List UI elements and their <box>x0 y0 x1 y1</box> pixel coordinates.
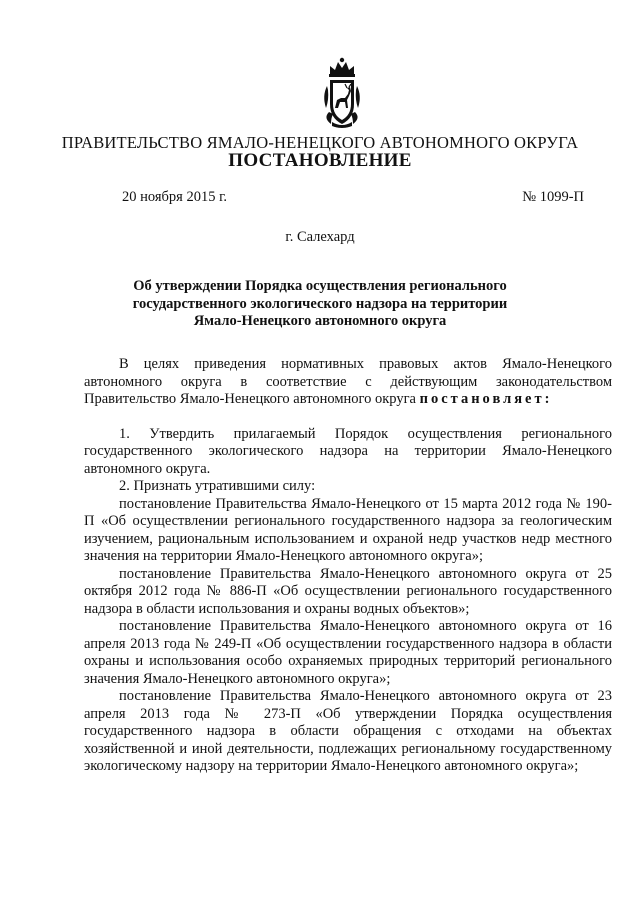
repealed-act-paragraph: постановление Правительства Ямало-Ненецкого автономного округа от 23 апреля 2013 года № 273-П «Об утверждении Порядка осуществления государственного надзора в области обращения с отходами на объектах хозяйственной и иной деятельности, подлежащих региональному государственному экологическому надзору на территории Ямало-Ненецкого автономного округа»; <box>84 688 612 774</box>
subject-line: Ямало-Ненецкого автономного округа <box>193 313 447 329</box>
preamble-paragraph <box>84 356 612 409</box>
document-date: 20 ноября 2015 г. <box>122 189 228 205</box>
document-body <box>84 356 612 776</box>
document-city: г. Салехард <box>285 229 355 245</box>
repealed-act-paragraph: постановление Правительства Ямало-Ненецкого автономного округа от 25 октября 2012 года № 886-П «Об осуществлении регионального государственного надзора в области использования и охраны водных объектов»; <box>84 565 612 617</box>
preamble-text: В целях приведения нормативных правовых актов Ямало-Ненецкого автономного округа в соответствие с действующим законодательством Правительство Ямало-Ненецкого автономного округа <box>84 356 612 407</box>
coat-of-arms-icon <box>321 56 363 128</box>
document-number: № 1099-П <box>522 189 584 205</box>
item-paragraph: 2. Признать утратившими силу: <box>119 478 316 494</box>
repealed-act-paragraph: постановление Правительства Ямало-Ненецкого автономного округа от 16 апреля 2013 года № 249-П «Об осуществлении государственного надзора в области охраны и использования особо охраняемых природных территорий регионального значения Ямало-Ненецкого автономного округа»; <box>84 618 612 687</box>
decree-word: постановляет: <box>419 391 553 407</box>
repealed-act-paragraph: постановление Правительства Ямало-Ненецкого от 15 марта 2012 года № 190-П «Об осуществлении регионального государственного надзора за геологическим изучением, рациональным использованием и охраной недр участков недр местного значения на территории Ямало-Ненецкого автономного округа»; <box>84 495 612 564</box>
document-type: ПОСТАНОВЛЕНИЕ <box>228 150 412 171</box>
subject-line: государственного экологического надзора на территории <box>132 295 508 312</box>
item-paragraph: 1. Утвердить прилагаемый Порядок осуществления регионального государственного экологического надзора на территории Ямало-Ненецкого автономного округа. <box>84 425 612 477</box>
subject-line: Об утверждении Порядка осуществления регионального <box>133 278 507 294</box>
government-name: ПРАВИТЕЛЬСТВО ЯМАЛО-НЕНЕЦКОГО АВТОНОМНОГО ОКРУГА <box>61 133 579 152</box>
document-subject <box>100 278 540 331</box>
